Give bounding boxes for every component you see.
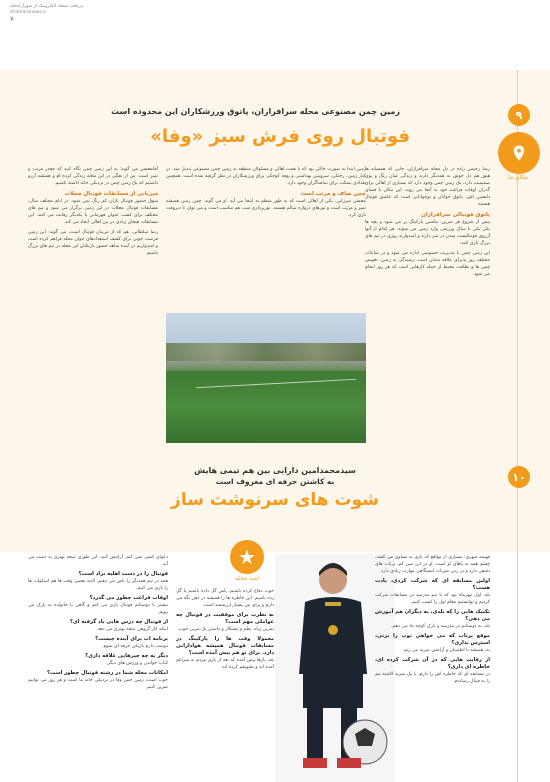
star-label: امید محله — [234, 575, 260, 582]
section-number-badge: ۹ — [508, 104, 530, 126]
photo-turf — [166, 371, 366, 443]
answer: خوب است، زمین چمن وفا در نزدیکی خانه ما است و هر روز می توانیم تمرین کنیم. — [28, 678, 168, 690]
star-icon: ★ — [230, 540, 264, 574]
answer: در مسابقه ای که خاطره اش را دارم، با یک ضربه کاشته تیم را به فینال رساندم. — [375, 672, 490, 684]
question: تکنیک هایی را که بلدی، به دیگران هم آموزش می دهی؟ — [375, 609, 490, 622]
question: امکانات محله شما در رشته فوتبال چطور است؟ — [46, 670, 168, 676]
answer: بله، اول مهرماه بود که با تیم مدرسه در مسابقات شرکت کردیم و توانستیم مقام اول را کسب کنیم. — [375, 593, 490, 605]
interview-column-right — [375, 554, 490, 778]
answer: بله، به دوستانم در مدرسه و پارک کوچه یاد می دهم. — [390, 624, 490, 629]
paragraph: این زمین چمن با مدیریت خصوصی اداره می شود و در ساعات مختلف روز پذیرای علاقه مندان است. رسیدگی به زمین، تعویض چمن ها و نظافت محیط از جمله کارهایی است که هر روز انجام می شود. — [365, 251, 490, 277]
question: دیگر به چه چیزهایی علاقه داری؟ — [85, 653, 168, 659]
answer: اینکه کار گروهی نتیجه بهتری می دهد. — [96, 627, 168, 632]
question: فوتبال را در دست اهلیه نژاد است؟ — [78, 571, 168, 577]
answer: کتاب خواندن و ورزش های دیگر. — [106, 661, 168, 666]
section-heading: میزبانی از مسابقات فوتبال محلات — [64, 191, 158, 197]
paragraph: رضا رحیمی زاده در دل محله سرافرازان، جایی که همسایه ها هنوز هم دل خوش به همدیگر دارند و زندگی شان رنگ و بوی صمیمیت دارد، یک زمین چمن وجود دارد که بسیاری از اهالی برای گذران اوقات فراغت خود به آنجا می روند. این مکان با فضای دلنشین اش، پاتوق جوانان و نوجوانانی است که عاشق فوتبال هستند. — [365, 167, 490, 207]
article-column-right — [365, 166, 490, 456]
answer: بله، بارها پیش آمده که بعد از بازی مردم به سراغم آمده اند و تشویقم کرده اند. — [176, 658, 274, 670]
answer: دوست دارم بازیکن حرفه ای شوم. — [102, 644, 168, 649]
interview-column-left — [28, 554, 168, 778]
paragraph: محسن میرزایی، یکی از اهالی است که به طور منظم به اینجا می آید. او می گوید: چمن زمین همیشه تمیز و مرتب است و تورهای دروازه سالم هستند. نورپردازی شب هم مناسب است و می توان تا دیروقت بازی کرد. — [166, 199, 366, 218]
article-subtitle: زمین چمن مصنوعی محله سرافرازان، پاتوق ورزشکاران این محدوده است — [111, 107, 400, 116]
section-number-badge: ۱۰ — [508, 466, 530, 488]
header-meta-line2[interactable]: shahraranews.ir — [10, 10, 47, 15]
article-section-9 — [0, 70, 550, 462]
location-pin-icon — [498, 132, 540, 174]
page-header — [0, 0, 550, 70]
paragraph: خوب دفاع کرده باشیم، پاس گل داده باشیم یا گل زده باشیم. این خاطره ها را همیشه در ذهن نگه می دارم و برای من بسیار ارزشمند است. — [176, 589, 274, 608]
interview-title-block — [170, 466, 380, 546]
page-number: ۷ — [10, 15, 14, 23]
section-divider-line — [517, 70, 518, 462]
header-meta — [10, 4, 83, 22]
paragraph: دعوای کسی نمی کنم. آرامش کنید. این طوری نتیجه بهتری به دست می آید. — [28, 555, 168, 567]
question: به نظرت برای موفقیت در فوتبال چه عواملی مهم است؟ — [176, 612, 274, 625]
question: اوقات فراغت چطور می گذرد؟ — [89, 595, 168, 601]
question: اولین مسابقه ای که شرکت کردی، یادت هست؟ — [375, 578, 490, 591]
answer: همه در تیم همدیگر را پاس می دهیم، البته بعضی وقت ها هم اسکوات ها را بازی می کنیم. — [28, 579, 168, 591]
interview-title: شوت های سرنوشت ساز — [171, 490, 379, 510]
question: از رقابت هایی که در آن شرکت کرده ای، خاطره ای داری؟ — [375, 657, 490, 670]
article-column-middle — [166, 166, 366, 308]
article-title: فوتبال روی فرش سبز «وفا» — [150, 126, 410, 147]
section-heading: پاتوق فوتبالی سرافرازان — [421, 212, 490, 218]
paragraph: رضا سلطانی، هم که از مربیان فوتبال است، می گوید: این زمین فرصت خوبی برای کشف استعدادهای جوان محله فراهم کرده است و امیدواریم در آینده شاهد حضور بازیکنان این محله در تیم های بزرگ باشیم. — [28, 230, 158, 256]
paragraph: شوق حضور فوتبال بازان کم رنگ نمی شود. در ایام مختلف سال، مسابقات فوتبال محلات در این زمین برگزار می شود و تیم های مختلف برای کسب عنوان قهرمانی با یکدیگر رقابت می کنند. این مسابقات هیجان زیادی در بین اهالی ایجاد می کند. — [28, 199, 158, 225]
section-heading: چمن صاف و مرتب است — [300, 191, 366, 197]
question: برنامه ات برای آینده چیست؟ — [95, 636, 168, 642]
location-label: مکان ما — [508, 174, 528, 181]
question: معمولا وقت ها را پارکینگ در مسابقات فوتبال همیشه هوادارانی دارد. برای تو هم پیش آمده است؟ — [176, 636, 274, 656]
photo-trees — [166, 343, 366, 361]
answer: بیشتر با دوستانم فوتبال بازی می کنم و گاهی با خانواده به پارک می رویم. — [28, 603, 168, 615]
paragraph: زمین ابتدا به صورت خاکی بود که با همت اهالی و مسئولان منطقه به زمین چمن مصنوعی تبدیل شد. در کنار زمین، رختکن، سرویس بهداشتی و بوفه کوچکی برای ورزشکاران در نظر گرفته شده است. همچنین تعدادی نیمکت برای تماشاگران وجود دارد. — [166, 167, 366, 186]
paragraph: پیش از شروع هر تمرین، ماشین پارکینگ پر می شود و بچه ها یکی یکی با ساک ورزشی وارد زمین می شوند. هر کدام از آنها آرزوی فوتبالیست شدن در سر دارند و امیدوارند روزی در تیم های بزرگ بازی کنند. — [365, 220, 490, 246]
article-column-left — [28, 166, 158, 456]
header-meta-line1: دریافت نسخه الکترونیک از شهرآرامحله — [10, 4, 84, 9]
interview-subtitle-1: سیدمحمدامین دارابی بین هم تیمی هایش — [194, 466, 356, 475]
interview-subtitle-2: به کاشتن حرفه ای معروف است — [215, 477, 335, 486]
interview-column-middle — [176, 588, 274, 778]
question: موقع پرتاب که می خواهی توپ را بزنی، استرس نداری؟ — [375, 633, 490, 646]
answer: تمرین زیاد، نظم و پشتکار و داشتن یک مربی خوب. — [177, 627, 274, 632]
paragraph: آقامحسن می گوید: به این زمین چمن نگاه کنید که چقدر مرتب و تمیز است. من از بچگی در این محله زندگی کرده ام و همیشه آرزو داشتیم که یک زمین چمن در نزدیکی خانه داشته باشیم. — [28, 167, 158, 186]
football-field-photo — [166, 313, 366, 443]
answer: نه، همیشه با اطمینان و آرامش ضربه می زنم. — [402, 648, 490, 653]
article-section-10 — [0, 462, 550, 782]
paragraph: فهیمه شهری: بسیاری از مواقع که بازی به تساوی می کشد، چشم همه به پاهای او است. او در این سن کم، پرتاب های دقیقی دارد و در زدن ضربات ایستگاهی مهارت زیادی دارد. — [375, 555, 490, 574]
question: از فوتبال چه درس هایی یاد گرفته ای؟ — [69, 619, 168, 625]
photo-fence — [166, 361, 366, 371]
section-divider-line — [517, 462, 518, 782]
